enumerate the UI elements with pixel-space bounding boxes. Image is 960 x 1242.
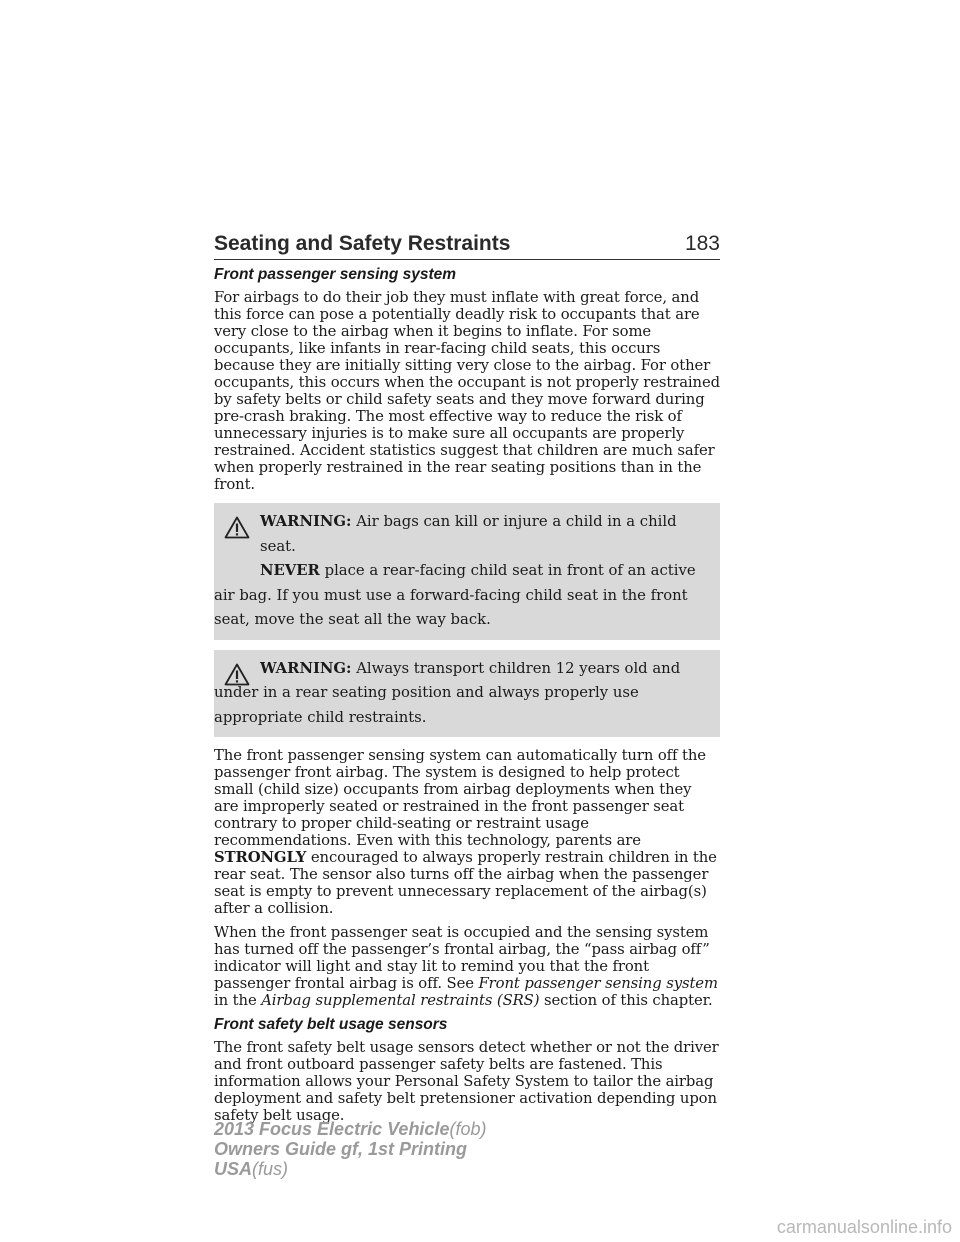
warning-label: WARNING: [260, 513, 352, 530]
warning-text: place a rear-facing child seat in front of an active air bag. If you must use a forward-facing child seat in the front seat, move the seat all the way back. [214, 562, 696, 628]
warning-text: Always transport children 12 years old and under in a rear seating position and always properly use appropriate child restraints. [214, 659, 681, 726]
page-header [214, 229, 720, 260]
warning-triangle-icon [224, 663, 250, 686]
chapter-title: Seating and Safety Restraints [214, 232, 511, 255]
footer-region: USA [214, 1159, 253, 1179]
body-paragraph: When the front passenger seat is occupied and the sensing system has turned off the passenger’s frontal airbag, the “pass airbag off” indicator will light and stay lit to remind you that the front passenger frontal airbag is off. See Front passenger sensing system in the Airbag supplemental restraints (SRS) section of this chapter. [214, 924, 718, 1009]
section-heading: Front safety belt usage sensors [214, 1016, 448, 1033]
document-footer [214, 1119, 486, 1179]
section-heading: Front passenger sensing system [214, 266, 457, 283]
watermark: carmanualsonline.info [776, 1217, 952, 1237]
warning-emphasis: NEVER [260, 562, 320, 579]
cross-reference: Airbag supplemental restraints (SRS) [261, 992, 540, 1009]
page-number: 183 [684, 232, 720, 255]
warning-text: Air bags can kill or injure a child in a child seat. [260, 513, 677, 555]
cross-reference: Front passenger sensing system [478, 975, 718, 992]
page-content [214, 266, 720, 1131]
footer-guide: Owners Guide gf, 1st Printing [214, 1139, 468, 1159]
body-paragraph: For airbags to do their job they must inflate with great force, and this force can pose a potentially deadly risk to occupants that are very close to the airbag when it begins to inflate. For some occupants, like infants in rear-facing child seats, this occurs because they are initially sitting very close to the airbag. For other occupants, this occurs when the occupant is not properly restrained by safety belts or child safety seats and they move forward during pre-crash braking. The most effective way to reduce the risk of unnecessary injuries is to make sure all occupants are properly restrained. Accident statistics suggest that children are much safer when properly restrained in the rear seating positions than in the front. [214, 289, 721, 493]
warning-box [214, 650, 720, 738]
warning-box [214, 503, 720, 640]
footer-model: 2013 Focus Electric Vehicle [214, 1119, 450, 1139]
warning-triangle-icon [224, 516, 250, 539]
warning-label: WARNING: [260, 659, 352, 677]
body-paragraph: The front passenger sensing system can automatically turn off the passenger front airbag. The system is designed to help protect small (child size) occupants from airbag deployments when they are improperly seated or restrained in the front passenger seat contrary to proper child-seating or restraint usage recommendations. Even with this technology, parents are STRONGLY encouraged to always properly restrain children in the rear seat. The sensor also turns off the airbag when the passenger seat is empty to prevent unnecessary replacement of the airbag(s) after a collision. [214, 747, 717, 917]
footer-code: (fob) [449, 1119, 487, 1139]
footer-code: (fus) [252, 1159, 289, 1179]
emphasis-text: STRONGLY [214, 849, 307, 866]
body-paragraph: The front safety belt usage sensors detect whether or not the driver and front outboard passenger safety belts are fastened. This information allows your Personal Safety System to tailor the airbag deployment and safety belt pretensioner activation depending upon safety belt usage. [214, 1039, 719, 1124]
